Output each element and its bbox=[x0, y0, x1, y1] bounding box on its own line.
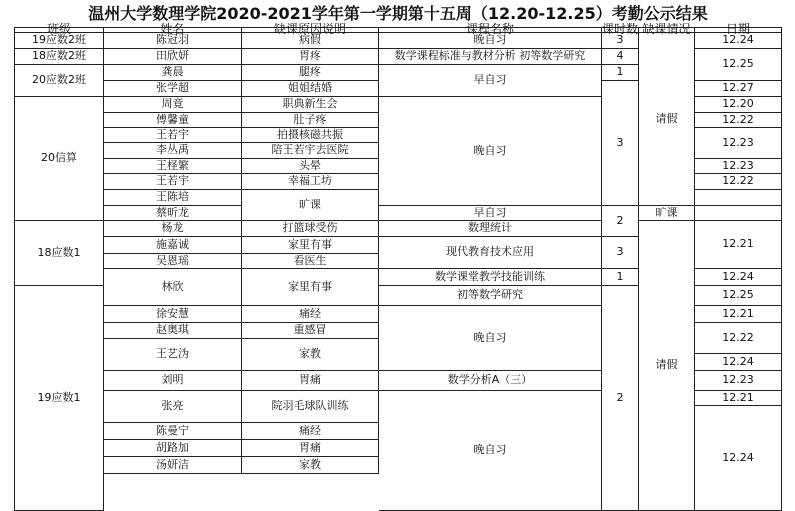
student-name: 胡路加 bbox=[104, 440, 242, 457]
course-name: 晚自习 bbox=[379, 306, 602, 371]
student-name: 汤妍洁 bbox=[104, 457, 242, 474]
absence-reason: 痛经 bbox=[242, 306, 379, 323]
class-cell: 19应数2班 bbox=[14, 33, 104, 49]
absence-date: 12.23 bbox=[695, 128, 782, 159]
student-name: 龚晨 bbox=[104, 65, 242, 81]
student-name: 王若宇 bbox=[104, 174, 242, 190]
course-name: 早自习 bbox=[379, 65, 602, 97]
course-name: 早自习 bbox=[379, 206, 602, 221]
absence-date: 12.23 bbox=[695, 371, 782, 391]
student-name: 傅馨童 bbox=[104, 113, 242, 128]
absence-reason: 院羽毛球队训练 bbox=[242, 391, 379, 423]
absence-reason: 痛经 bbox=[242, 423, 379, 440]
absence-reason: 姐姐结婚 bbox=[242, 81, 379, 97]
absence-reason: 幸福工坊 bbox=[242, 174, 379, 190]
student-name: 周竟 bbox=[104, 97, 242, 113]
student-name: 王柽繁 bbox=[104, 159, 242, 174]
absence-reason: 家教 bbox=[242, 339, 379, 371]
class-hours: 3 bbox=[602, 33, 639, 49]
course-name: 数学分析A（三） bbox=[379, 371, 602, 391]
student-name: 陈曼宁 bbox=[104, 423, 242, 440]
absence-reason: 家里有事 bbox=[242, 269, 379, 306]
class-cell: 20应数2班 bbox=[14, 65, 104, 97]
course-name: 现代教育技术应用 bbox=[379, 237, 602, 269]
class-hours: 1 bbox=[602, 65, 639, 81]
student-name: 李丛禹 bbox=[104, 143, 242, 159]
absence-date bbox=[695, 206, 782, 221]
status-header: 缺课情况 bbox=[639, 27, 695, 33]
class-header: 班级 bbox=[14, 27, 104, 33]
course-name: 晚自习 bbox=[379, 33, 602, 49]
student-name: 徐安慧 bbox=[104, 306, 242, 323]
absence-reason: 重感冒 bbox=[242, 323, 379, 339]
student-name: 林欣 bbox=[104, 269, 242, 306]
absence-reason: 旷课 bbox=[242, 190, 379, 221]
absence-date: 12.25 bbox=[695, 49, 782, 81]
student-name: 吴恩瑶 bbox=[104, 254, 242, 269]
absence-reason: 胃痛 bbox=[242, 440, 379, 457]
student-name: 陈冠羽 bbox=[104, 33, 242, 49]
student-name: 张亮 bbox=[104, 391, 242, 423]
sheet-title: 温州大学数理学院2020-2021学年第一学期第十五周（12.20-12.25）考勤公示结果 bbox=[88, 4, 708, 23]
absence-date: 12.24 bbox=[695, 269, 782, 286]
course-header: 课程名称 bbox=[379, 27, 602, 33]
absence-date: 12.25 bbox=[695, 286, 782, 306]
class-hours: 3 bbox=[602, 81, 639, 206]
absence-date: 12.24 bbox=[695, 406, 782, 511]
student-name: 王若宇 bbox=[104, 128, 242, 143]
student-name: 蔡昕龙 bbox=[104, 206, 242, 221]
hours-header: 课时数 bbox=[602, 22, 639, 37]
course-name: 数理统计 bbox=[379, 221, 602, 237]
absence-date: 12.27 bbox=[695, 81, 782, 97]
absence-date: 12.22 bbox=[695, 323, 782, 354]
absence-date: 12.24 bbox=[695, 33, 782, 49]
absence-reason: 看医生 bbox=[242, 254, 379, 269]
class-hours: 4 bbox=[602, 49, 639, 65]
absence-reason: 陪王若宇去医院 bbox=[242, 143, 379, 159]
class-cell: 18应数1 bbox=[14, 221, 104, 286]
course-name: 数学课程标准与教材分析 初等数学研究 bbox=[379, 49, 602, 65]
date-header: 日期 bbox=[695, 27, 782, 33]
attendance-sheet bbox=[14, 0, 782, 511]
absence-status: 旷课 bbox=[639, 206, 695, 221]
absence-date: 12.21 bbox=[695, 391, 782, 406]
absence-reason: 胃疼 bbox=[242, 49, 379, 65]
class-hours: 3 bbox=[602, 237, 639, 269]
absence-reason: 打篮球受伤 bbox=[242, 221, 379, 237]
absence-date bbox=[695, 190, 782, 206]
student-name: 王艺沩 bbox=[104, 339, 242, 371]
absence-reason: 肚子疼 bbox=[242, 113, 379, 128]
name-header: 姓名 bbox=[104, 27, 242, 33]
attendance-table bbox=[14, 0, 782, 511]
student-name: 刘明 bbox=[104, 371, 242, 391]
absence-reason: 腿疼 bbox=[242, 65, 379, 81]
absence-reason: 胃痛 bbox=[242, 371, 379, 391]
absence-date: 12.21 bbox=[695, 221, 782, 269]
absence-date: 12.24 bbox=[695, 354, 782, 371]
absence-reason: 家里有事 bbox=[242, 237, 379, 254]
absence-date: 12.20 bbox=[695, 97, 782, 113]
absence-reason: 职典新生会 bbox=[242, 97, 379, 113]
absence-date: 12.21 bbox=[695, 306, 782, 323]
student-name: 赵奥琪 bbox=[104, 323, 242, 339]
student-name: 施嘉诚 bbox=[104, 237, 242, 254]
course-name: 晚自习 bbox=[379, 97, 602, 206]
class-cell: 20信算 bbox=[14, 97, 104, 221]
absence-status: 请假 bbox=[639, 33, 695, 206]
absence-reason: 头晕 bbox=[242, 159, 379, 174]
student-name: 杨龙 bbox=[104, 221, 242, 237]
student-name: 张学超 bbox=[104, 81, 242, 97]
student-name: 王陈培 bbox=[104, 190, 242, 206]
class-cell: 18应数2班 bbox=[14, 49, 104, 65]
class-hours: 1 bbox=[602, 269, 639, 286]
absence-status: 请假 bbox=[639, 221, 695, 511]
reason-header: 缺课原因说明 bbox=[242, 27, 379, 33]
class-cell: 19应数1 bbox=[14, 286, 104, 511]
absence-reason: 家教 bbox=[242, 457, 379, 474]
absence-reason: 拍摄核磁共振 bbox=[242, 128, 379, 143]
absence-date: 12.23 bbox=[695, 159, 782, 174]
absence-date: 12.22 bbox=[695, 113, 782, 128]
course-name: 初等数学研究 bbox=[379, 286, 602, 306]
student-name: 田欣妍 bbox=[104, 49, 242, 65]
absence-date: 12.22 bbox=[695, 174, 782, 190]
class-hours: 2 bbox=[602, 286, 639, 511]
absence-reason: 病假 bbox=[242, 33, 379, 49]
course-name: 数学课堂教学技能训练 bbox=[379, 269, 602, 286]
class-hours: 2 bbox=[602, 206, 639, 237]
course-name: 晚自习 bbox=[379, 391, 602, 511]
